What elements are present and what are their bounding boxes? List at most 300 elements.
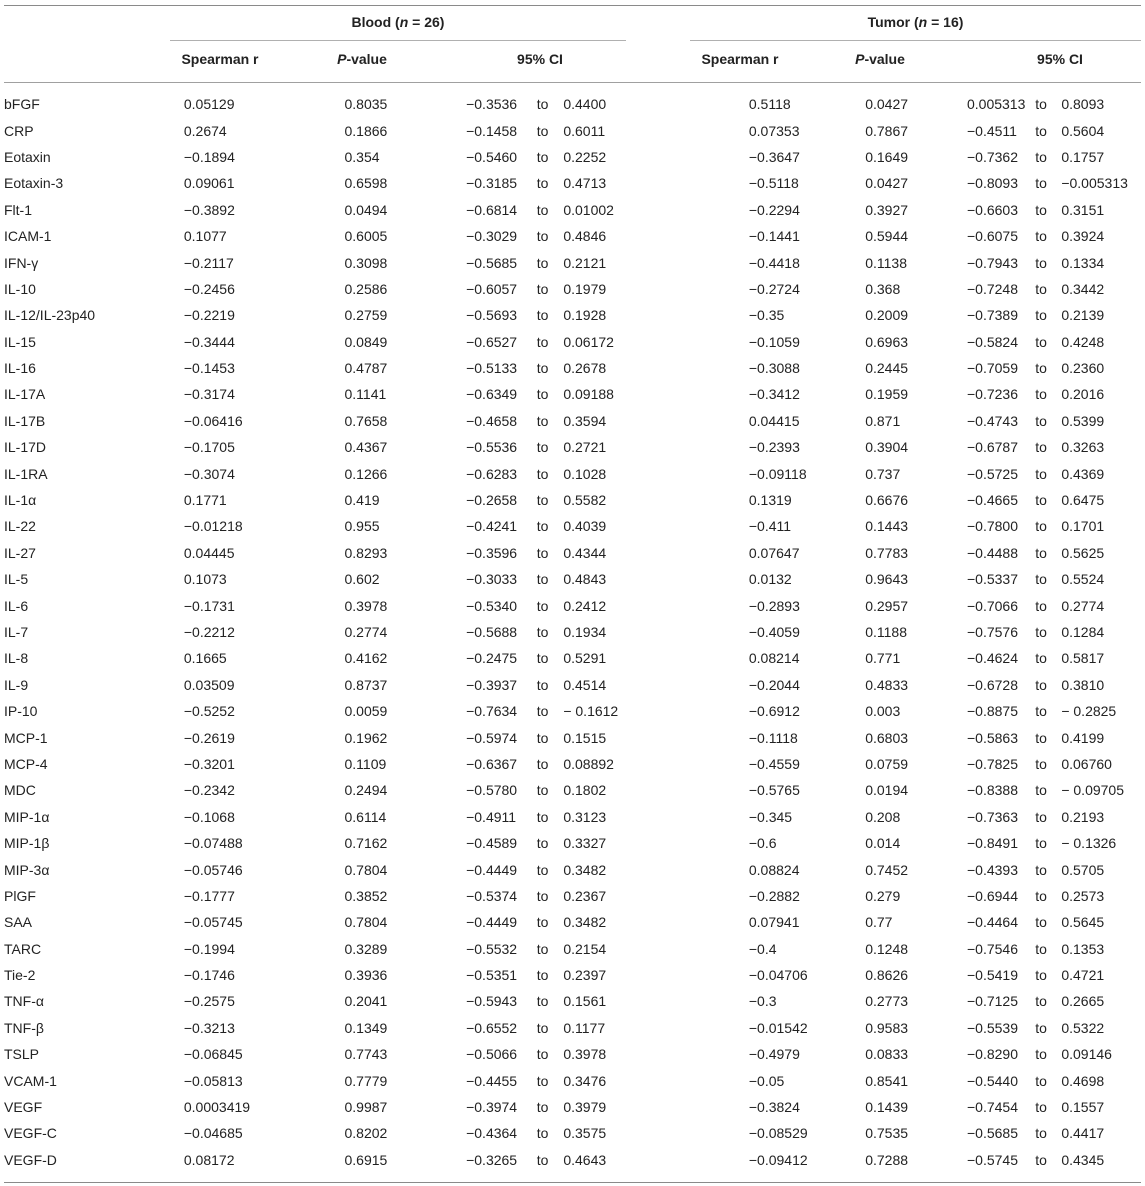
table-row <box>4 540 1145 566</box>
tumor-ci-lower: −0.4464 <box>966 914 1018 931</box>
tumor-ci-lower: −0.8388 <box>966 782 1018 799</box>
blood-ci-to: to <box>536 1046 549 1063</box>
tumor-p-value: 0.0759 <box>865 755 909 772</box>
table-row <box>4 856 1145 882</box>
blood-p-value: 0.7162 <box>344 835 388 852</box>
tumor-ci-upper: 0.1757 <box>1061 148 1105 165</box>
blood-ci-upper: 0.4344 <box>563 544 607 561</box>
analyte-name: IL-12/IL-23p40 <box>4 307 96 324</box>
blood-group-rule <box>170 40 626 41</box>
blood-group-title: Blood (n = 26) <box>351 14 445 30</box>
blood-p-value: 0.8202 <box>344 1125 388 1142</box>
tumor-spearman-header: Spearman r <box>701 51 779 67</box>
blood-p-value: 0.6114 <box>344 808 387 825</box>
blood-ci-to: to <box>536 360 549 377</box>
table-row <box>4 751 1145 777</box>
tumor-ci-lower: −0.4624 <box>966 650 1018 667</box>
tumor-spearman-r: −0.4 <box>748 940 777 957</box>
tumor-p-value: 0.7288 <box>865 1151 909 1168</box>
analyte-name: Flt-1 <box>4 201 32 218</box>
table-row <box>4 197 1145 223</box>
tumor-spearman-r: −0.411 <box>748 518 792 535</box>
blood-ci-upper: 0.1515 <box>563 729 607 746</box>
tumor-spearman-r: −0.6 <box>748 835 777 852</box>
blood-spearman-r: −0.1777 <box>183 887 235 904</box>
blood-ci-to: to <box>536 782 549 799</box>
blood-p-value: 0.9987 <box>344 1099 388 1116</box>
analyte-name: IP-10 <box>4 703 38 720</box>
tumor-p-value: 0.737 <box>865 465 901 482</box>
tumor-p-value: 0.771 <box>865 650 901 667</box>
blood-spearman-r: 0.09061 <box>183 175 235 192</box>
tumor-p-value: 0.6803 <box>865 729 909 746</box>
table-row <box>4 302 1145 328</box>
blood-spearman-r: 0.05129 <box>183 96 235 113</box>
tumor-p-value: 0.2445 <box>865 360 909 377</box>
blood-spearman-r: −0.2219 <box>183 307 235 324</box>
header-bottom-rule <box>4 82 1141 83</box>
blood-spearman-r: −0.1731 <box>183 597 235 614</box>
blood-ci-upper: 0.3482 <box>563 914 607 931</box>
analyte-name: IL-15 <box>4 333 36 350</box>
tumor-spearman-r: −0.1059 <box>748 333 800 350</box>
tumor-spearman-r: 0.08824 <box>748 861 800 878</box>
tumor-ci-to: to <box>1035 755 1047 772</box>
tumor-spearman-r: −0.2294 <box>748 201 800 218</box>
blood-ci-lower: −0.5460 <box>466 148 518 165</box>
blood-ci-lower: −0.4589 <box>466 835 518 852</box>
analyte-name: IL-7 <box>4 624 29 640</box>
blood-ci-lower: −0.5532 <box>466 940 518 957</box>
blood-ci-to: to <box>536 386 549 403</box>
analyte-name: IL-17A <box>4 386 46 403</box>
tumor-ci-upper: 0.3810 <box>1061 676 1105 693</box>
tumor-spearman-r: −0.09412 <box>748 1151 808 1168</box>
tumor-p-value: 0.368 <box>865 280 901 297</box>
tumor-ci-upper: 0.5625 <box>1061 544 1105 561</box>
tumor-ci-upper: 0.8093 <box>1061 96 1105 113</box>
blood-ci-upper: 0.4643 <box>563 1151 607 1168</box>
blood-ci-to: to <box>536 465 549 482</box>
blood-ci-upper: 0.1934 <box>563 624 607 640</box>
blood-ci-lower: −0.3937 <box>466 676 518 693</box>
tumor-ci-upper: 0.2193 <box>1061 808 1105 825</box>
blood-p-value: 0.4787 <box>344 360 388 377</box>
tumor-ci-lower: −0.5824 <box>966 333 1018 350</box>
blood-ci-to: to <box>536 624 549 640</box>
blood-spearman-r: −0.2342 <box>183 782 235 799</box>
table-row <box>4 1041 1145 1067</box>
tumor-ci-upper: 0.2573 <box>1061 887 1105 904</box>
blood-p-value: 0.602 <box>344 571 380 588</box>
blood-spearman-r: 0.03509 <box>183 676 235 693</box>
blood-p-value: 0.2041 <box>344 993 388 1010</box>
blood-p-value: 0.2759 <box>344 307 388 324</box>
tumor-p-value: 0.003 <box>865 703 901 720</box>
blood-spearman-r: −0.2212 <box>183 624 235 640</box>
tumor-ci-lower: −0.5863 <box>966 729 1018 746</box>
blood-ci-upper: 0.1177 <box>563 1019 606 1036</box>
tumor-p-value: 0.6676 <box>865 492 909 509</box>
tumor-ci-to: to <box>1035 201 1047 218</box>
blood-p-value: 0.419 <box>344 492 380 509</box>
blood-spearman-r: −0.1746 <box>183 967 235 984</box>
blood-spearman-r: −0.1894 <box>183 148 235 165</box>
tumor-ci-upper: 0.06760 <box>1061 755 1112 772</box>
blood-ci-to: to <box>536 1099 549 1116</box>
tumor-ci-upper: 0.3442 <box>1061 280 1105 297</box>
tumor-ci-to: to <box>1035 280 1047 297</box>
tumor-ci-upper: 0.4698 <box>1061 1072 1105 1089</box>
blood-ci-to: to <box>536 1019 549 1036</box>
blood-ci-upper: 0.1928 <box>563 307 607 324</box>
analyte-name: Eotaxin-3 <box>4 175 64 192</box>
blood-spearman-r: −0.2456 <box>183 280 235 297</box>
tumor-spearman-r: 0.07647 <box>748 544 800 561</box>
analyte-name: TSLP <box>4 1046 40 1063</box>
tumor-ci-upper: 0.1701 <box>1061 518 1105 535</box>
blood-ci-to: to <box>536 307 549 324</box>
blood-p-value: 0.3852 <box>344 887 388 904</box>
table-row <box>4 170 1145 196</box>
blood-spearman-r: −0.07488 <box>183 835 243 852</box>
table-row <box>4 434 1145 460</box>
blood-spearman-r: 0.1771 <box>183 492 227 509</box>
table-row <box>4 883 1145 909</box>
blood-ci-lower: −0.5943 <box>466 993 518 1010</box>
tumor-ci-upper: 0.5524 <box>1061 571 1105 588</box>
blood-p-value: 0.2774 <box>344 624 388 640</box>
tumor-ci-to: to <box>1035 571 1047 588</box>
blood-ci-lower: −0.6349 <box>466 386 518 403</box>
tumor-p-value: 0.0194 <box>865 782 909 799</box>
tumor-ci-to: to <box>1035 676 1047 693</box>
tumor-ci-upper: 0.5817 <box>1061 650 1105 667</box>
blood-spearman-r: −0.05813 <box>183 1072 243 1089</box>
analyte-name: Eotaxin <box>4 148 51 165</box>
tumor-ci-upper: 0.5645 <box>1061 914 1105 931</box>
tumor-p-value: 0.208 <box>865 808 901 825</box>
tumor-ci-upper: 0.4248 <box>1061 333 1105 350</box>
blood-p-value: 0.8035 <box>344 96 388 113</box>
tumor-ci-to: to <box>1035 887 1047 904</box>
blood-ci-upper: 0.2397 <box>563 967 607 984</box>
blood-ci-upper: 0.2721 <box>563 439 607 456</box>
tumor-ci-upper: 0.2360 <box>1061 360 1105 377</box>
analyte-name: SAA <box>4 914 33 931</box>
tumor-ci-upper: 0.2139 <box>1061 307 1105 324</box>
tumor-ci-upper: −0.005313 <box>1061 175 1128 192</box>
tumor-ci-upper: 0.4369 <box>1061 465 1105 482</box>
tumor-ci-upper: − 0.09705 <box>1061 782 1124 799</box>
blood-ci-to: to <box>536 412 549 429</box>
blood-ci-upper: 0.2154 <box>563 940 607 957</box>
tumor-ci-to: to <box>1035 122 1047 139</box>
table-row <box>4 144 1145 170</box>
blood-ci-lower: −0.6283 <box>466 465 518 482</box>
blood-ci-lower: −0.5974 <box>466 729 518 746</box>
tumor-ci-lower: −0.5685 <box>966 1125 1018 1142</box>
tumor-spearman-r: −0.3412 <box>748 386 800 403</box>
tumor-ci-lower: −0.7546 <box>966 940 1018 957</box>
blood-spearman-r: −0.3074 <box>183 465 235 482</box>
tumor-ci-upper: 0.5322 <box>1061 1019 1105 1036</box>
tumor-p-value: 0.7783 <box>865 544 909 561</box>
tumor-spearman-r: −0.3647 <box>748 148 800 165</box>
blood-ci-lower: −0.3029 <box>466 228 518 245</box>
analyte-name: CRP <box>4 122 34 139</box>
tumor-ci-lower: −0.6075 <box>966 228 1018 245</box>
blood-p-value: 0.2494 <box>344 782 388 799</box>
analyte-name: ICAM-1 <box>4 228 52 245</box>
blood-ci-lower: −0.5133 <box>466 360 518 377</box>
blood-ci-to: to <box>536 967 549 984</box>
tumor-ci-lower: −0.4488 <box>966 544 1018 561</box>
tumor-spearman-r: −0.3088 <box>748 360 800 377</box>
blood-ci-to: to <box>536 597 549 614</box>
blood-p-value: 0.7804 <box>344 861 388 878</box>
blood-spearman-r: −0.06416 <box>183 412 243 429</box>
blood-ci-lower: −0.7634 <box>466 703 518 720</box>
table-row <box>4 619 1145 645</box>
blood-ci-to: to <box>536 439 549 456</box>
blood-ci-to: to <box>536 175 549 192</box>
tumor-ci-to: to <box>1035 624 1047 640</box>
blood-ci-to: to <box>536 228 549 245</box>
tumor-p-value: 0.0427 <box>865 96 909 113</box>
table-row <box>4 804 1145 830</box>
tumor-ci-lower: −0.7125 <box>966 993 1018 1010</box>
blood-ci-upper: 0.4514 <box>563 676 607 693</box>
tumor-ci-to: to <box>1035 782 1047 799</box>
tumor-ci-lower: −0.7943 <box>966 254 1018 271</box>
table-row <box>4 329 1145 355</box>
tumor-ci-to: to <box>1035 1046 1047 1063</box>
blood-ci-lower: −0.2658 <box>466 492 518 509</box>
blood-ci-upper: 0.2367 <box>563 887 607 904</box>
tumor-spearman-r: −0.05 <box>748 1072 785 1089</box>
tumor-ci-to: to <box>1035 465 1047 482</box>
tumor-spearman-r: 0.07941 <box>748 914 800 931</box>
blood-ci-to: to <box>536 1151 549 1168</box>
tumor-ci-lower: −0.7454 <box>966 1099 1018 1116</box>
blood-ci-lower: −0.5685 <box>466 254 518 271</box>
tumor-ci-to: to <box>1035 175 1047 192</box>
blood-ci-upper: 0.3575 <box>563 1125 607 1142</box>
blood-p-value: 0.1866 <box>344 122 388 139</box>
blood-ci-to: to <box>536 914 549 931</box>
blood-ci-to: to <box>536 993 549 1010</box>
blood-spearman-r: −0.01218 <box>183 518 243 535</box>
tumor-ci-upper: 0.5399 <box>1061 412 1105 429</box>
tumor-spearman-r: −0.4979 <box>748 1046 800 1063</box>
analyte-name: Tie-2 <box>4 967 36 984</box>
table-row <box>4 724 1145 750</box>
analyte-name: IL-27 <box>4 544 36 561</box>
blood-spearman-r: −0.1453 <box>183 360 235 377</box>
blood-p-value: 0.4162 <box>344 650 388 667</box>
tumor-ci-lower: −0.4511 <box>966 122 1017 139</box>
blood-ci-to: to <box>536 940 549 957</box>
blood-ci-lower: −0.3536 <box>466 96 518 113</box>
tumor-ci-lower: −0.6603 <box>966 201 1018 218</box>
blood-spearman-r: −0.05746 <box>183 861 243 878</box>
tumor-spearman-r: −0.2044 <box>748 676 800 693</box>
tumor-ci-upper: 0.5705 <box>1061 861 1105 878</box>
blood-p-value: 0.7779 <box>344 1072 388 1089</box>
tumor-ci-lower: −0.7389 <box>966 307 1018 324</box>
tumor-spearman-r: −0.1118 <box>748 729 798 746</box>
blood-ci-upper: 0.2121 <box>563 254 607 271</box>
blood-ci-to: to <box>536 254 549 271</box>
tumor-ci-upper: 0.6475 <box>1061 492 1105 509</box>
tumor-ci-lower: −0.6728 <box>966 676 1018 693</box>
analyte-name: IL-1α <box>4 492 37 509</box>
tumor-spearman-r: −0.1441 <box>748 228 800 245</box>
blood-ci-lower: −0.5693 <box>466 307 518 324</box>
tumor-spearman-r: −0.345 <box>748 808 793 825</box>
table-row <box>4 91 1145 117</box>
analyte-name: IL-16 <box>4 360 36 377</box>
tumor-ci-upper: 0.09146 <box>1061 1046 1112 1063</box>
blood-p-value: 0.6915 <box>344 1151 388 1168</box>
analyte-name: MCP-4 <box>4 755 48 772</box>
blood-p-value: 0.1109 <box>344 755 387 772</box>
tumor-ci-lower: −0.6944 <box>966 887 1018 904</box>
tumor-ci-to: to <box>1035 729 1047 746</box>
blood-ci-lower: −0.3974 <box>466 1099 518 1116</box>
analyte-name: MIP-1β <box>4 835 50 852</box>
blood-ci-to: to <box>536 518 549 535</box>
blood-ci-lower: −0.6552 <box>466 1019 518 1036</box>
tumor-spearman-r: −0.4059 <box>748 624 800 640</box>
tumor-p-value: 0.3904 <box>865 439 909 456</box>
analyte-name: IL-17B <box>4 412 46 429</box>
blood-p-value: 0.1266 <box>344 465 388 482</box>
tumor-ci-lower: −0.7800 <box>966 518 1018 535</box>
tumor-spearman-r: −0.6912 <box>748 703 800 720</box>
tumor-ci-to: to <box>1035 412 1047 429</box>
tumor-spearman-r: −0.01542 <box>748 1019 808 1036</box>
table-row <box>4 672 1145 698</box>
tumor-p-value: 0.7867 <box>865 122 909 139</box>
blood-spearman-r: −0.1068 <box>183 808 235 825</box>
blood-ci-lower: −0.5351 <box>466 967 518 984</box>
blood-ci-lower: −0.6367 <box>466 755 518 772</box>
tumor-ci-lower: −0.5539 <box>966 1019 1018 1036</box>
blood-p-value: 0.0849 <box>344 333 388 350</box>
blood-ci-to: to <box>536 544 549 561</box>
blood-p-value: 0.1141 <box>344 386 387 403</box>
tumor-ci-upper: 0.4721 <box>1061 967 1105 984</box>
blood-ci-lower: −0.6057 <box>466 280 518 297</box>
blood-p-value: 0.354 <box>344 148 380 165</box>
blood-ci-upper: 0.2252 <box>563 148 607 165</box>
blood-ci-lower: −0.4911 <box>466 808 517 825</box>
blood-ci-upper: 0.3482 <box>563 861 607 878</box>
blood-p-value: 0.955 <box>344 518 380 535</box>
tumor-ci-to: to <box>1035 360 1047 377</box>
tumor-ci-upper: 0.2774 <box>1061 597 1105 614</box>
tumor-p-value: 0.5944 <box>865 228 909 245</box>
blood-ci-upper: 0.4400 <box>563 96 607 113</box>
blood-ci-upper: 0.1979 <box>563 280 607 297</box>
blood-ci-to: to <box>536 861 549 878</box>
blood-ci-lower: −0.5688 <box>466 624 518 640</box>
data-table <box>4 91 1145 1173</box>
table-row <box>4 460 1145 486</box>
analyte-name: MCP-1 <box>4 729 48 746</box>
tumor-spearman-r: −0.4559 <box>748 755 800 772</box>
blood-spearman-r: 0.1073 <box>183 571 227 588</box>
blood-spearman-r: 0.1665 <box>183 650 227 667</box>
table-row <box>4 1015 1145 1041</box>
analyte-name: IL-8 <box>4 650 29 667</box>
tumor-p-value: 0.1439 <box>865 1099 909 1116</box>
tumor-ci-to: to <box>1035 386 1047 403</box>
blood-ci-to: to <box>536 280 549 297</box>
tumor-ci-upper: 0.4345 <box>1061 1151 1105 1168</box>
tumor-ci-upper: 0.2665 <box>1061 993 1105 1010</box>
blood-spearman-header: Spearman r <box>181 51 259 67</box>
table-row <box>4 645 1145 671</box>
blood-p-value: 0.1349 <box>344 1019 388 1036</box>
tumor-spearman-r: −0.09118 <box>748 465 807 482</box>
blood-ci-to: to <box>536 755 549 772</box>
analyte-name: IL-22 <box>4 518 36 535</box>
tumor-ci-upper: 0.1334 <box>1061 254 1105 271</box>
tumor-spearman-r: 0.08214 <box>748 650 800 667</box>
tumor-ci-upper: 0.4417 <box>1061 1125 1105 1142</box>
blood-ci-upper: 0.3327 <box>563 835 607 852</box>
tumor-spearman-r: −0.2393 <box>748 439 800 456</box>
blood-ci-upper: 0.3123 <box>563 808 607 825</box>
blood-ci-lower: −0.4455 <box>466 1072 518 1089</box>
blood-spearman-r: −0.3174 <box>183 386 235 403</box>
tumor-ci-to: to <box>1035 967 1047 984</box>
blood-ci-to: to <box>536 148 549 165</box>
blood-spearman-r: 0.1077 <box>183 228 227 245</box>
blood-ci-upper: 0.5291 <box>563 650 607 667</box>
blood-ci-to: to <box>536 676 549 693</box>
blood-p-value: 0.6005 <box>344 228 388 245</box>
tumor-spearman-r: −0.5118 <box>748 175 799 192</box>
blood-ci-lower: −0.4241 <box>466 518 518 535</box>
tumor-spearman-r: 0.04415 <box>748 412 800 429</box>
analyte-name: IL-1RA <box>4 465 48 482</box>
blood-ci-to: to <box>536 492 549 509</box>
blood-ci-lower: −0.4449 <box>466 914 518 931</box>
tumor-p-value: 0.1248 <box>865 940 909 957</box>
tumor-ci-to: to <box>1035 597 1047 614</box>
blood-ci-header: 95% CI <box>517 51 563 67</box>
blood-ci-upper: 0.2678 <box>563 360 607 377</box>
analyte-name: PlGF <box>4 887 36 904</box>
tumor-ci-upper: 0.3151 <box>1061 201 1105 218</box>
tumor-ci-lower: −0.5745 <box>966 1151 1018 1168</box>
tumor-ci-lower: 0.005313 <box>966 96 1026 113</box>
tumor-pvalue-header: P-value <box>855 51 905 67</box>
table-row <box>4 962 1145 988</box>
tumor-ci-lower: −0.8093 <box>966 175 1018 192</box>
blood-spearman-r: −0.3201 <box>183 755 235 772</box>
tumor-ci-to: to <box>1035 1019 1047 1036</box>
table-row <box>4 249 1145 275</box>
blood-ci-to: to <box>536 571 549 588</box>
analyte-name: MIP-3α <box>4 861 50 878</box>
tumor-p-value: 0.8626 <box>865 967 909 984</box>
tumor-spearman-r: 0.1319 <box>748 492 792 509</box>
